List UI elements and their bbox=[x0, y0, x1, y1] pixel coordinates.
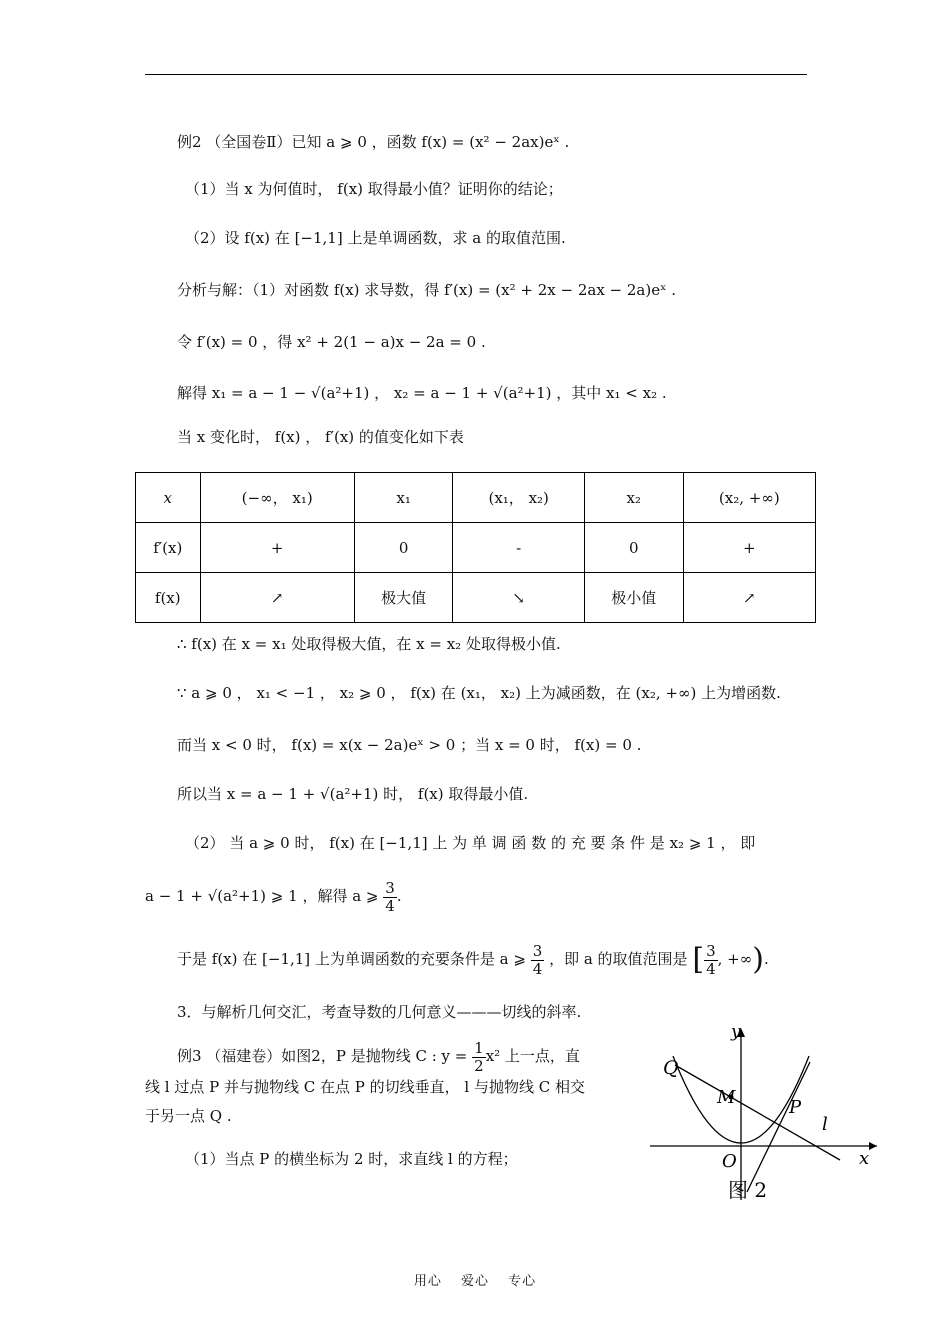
right-paren: ) bbox=[752, 942, 764, 977]
fraction-denominator: 4 bbox=[706, 959, 716, 978]
example-2-statement: 例2 （全国卷Ⅱ）已知 a ⩾ 0 ，函数 f(x) = (x² − 2ax)eˣ . bbox=[177, 133, 570, 151]
label-q: Q bbox=[663, 1057, 679, 1079]
table-cell: (−∞， x₁) bbox=[200, 473, 354, 523]
table-cell: ↗ bbox=[200, 573, 354, 623]
example-3-text-a: 例3 （福建卷）如图2，P 是抛物线 C : y = bbox=[177, 1047, 473, 1065]
fraction-denominator: 4 bbox=[385, 896, 395, 915]
table-cell: + bbox=[683, 523, 815, 573]
fraction-numerator: 3 bbox=[385, 879, 395, 897]
label-m: M bbox=[717, 1087, 736, 1108]
example-3-line-3: 于另一点 Q . bbox=[145, 1107, 232, 1125]
table-row bbox=[136, 473, 816, 523]
analysis-derivative: 分析与解：（1）对函数 f(x) 求导数，得 f′(x) = (x² + 2x − 2ax − 2a)eˣ . bbox=[177, 281, 676, 299]
fraction-denominator: 4 bbox=[532, 959, 543, 978]
period: . bbox=[396, 887, 402, 905]
part-2-solve-text: a − 1 + √(a²+1) ⩾ 1 ，解得 a ⩾ bbox=[145, 887, 379, 905]
tangent-line bbox=[747, 1062, 810, 1192]
table-cell: 0 bbox=[585, 523, 684, 573]
fraction-numerator: 3 bbox=[532, 942, 543, 960]
table-cell: (x₂, +∞) bbox=[683, 473, 815, 523]
part-2-solve bbox=[145, 880, 402, 914]
table-cell: 0 bbox=[354, 523, 453, 573]
range-text-b: ，即 a 的取值范围是 bbox=[549, 950, 688, 968]
left-bracket: [ bbox=[692, 942, 705, 977]
fraction-three-quarters bbox=[383, 880, 397, 914]
header-rule bbox=[145, 74, 807, 75]
range-text-a: 于是 f(x) 在 [−1,1] 上为单调函数的充要条件是 a ⩾ bbox=[177, 950, 526, 968]
label-l: l bbox=[822, 1114, 828, 1135]
table-cell: f(x) bbox=[136, 573, 201, 623]
table-cell: 极小值 bbox=[585, 573, 684, 623]
figure-caption: 图 2 bbox=[728, 1178, 768, 1202]
monotonicity-conclusion: ∵ a ⩾ 0 ， x₁ < −1 ， x₂ ⩾ 0 ， f(x) 在 (x₁， x₂) 上为减函数，在 (x₂, +∞) 上为增函数. bbox=[177, 684, 781, 702]
question-1: （1）当 x 为何值时， f(x) 取得最小值？证明你的结论； bbox=[185, 180, 563, 198]
variation-table bbox=[135, 472, 816, 623]
range-conclusion: 于是 f(x) 在 [−1,1] 上为单调函数的充要条件是 a ⩾ $\frac{3}{4}$ ，即 a 的取值范围是 [ $\frac{3}{4}$ , +∞). bbox=[177, 942, 769, 978]
fraction-three-quarters bbox=[531, 943, 545, 977]
question-2: （2）设 f(x) 在 [−1,1] 上是单调函数，求 a 的取值范围. bbox=[185, 229, 566, 247]
x-axis-arrow bbox=[869, 1142, 877, 1150]
table-row bbox=[136, 573, 816, 623]
table-cell: x bbox=[136, 473, 201, 523]
example-3-question-1: （1）当点 P 的横坐标为 2 时，求直线 l 的方程； bbox=[185, 1150, 518, 1168]
section-3-heading: 3．与解析几何交汇，考查导数的几何意义———切线的斜率. bbox=[177, 1003, 582, 1021]
table-cell: x₁ bbox=[354, 473, 453, 523]
label-y: y bbox=[731, 1022, 741, 1042]
fraction-denominator: 2 bbox=[474, 1056, 484, 1075]
example-3-line-2: 线 l 过点 P 并与抛物线 C 在点 P 的切线垂直， l 与抛物线 C 相交 bbox=[145, 1078, 585, 1096]
example-3-line-1 bbox=[177, 1040, 580, 1074]
page-footer: 用心 爱心 专心 bbox=[413, 1274, 537, 1289]
table-cell: f′(x) bbox=[136, 523, 201, 573]
label-p: P bbox=[789, 1097, 802, 1118]
table-cell: 极大值 bbox=[354, 573, 453, 623]
label-o: O bbox=[722, 1151, 737, 1172]
sign-analysis: 而当 x < 0 时， f(x) = x(x − 2a)eˣ > 0 ；当 x = 0 时， f(x) = 0 . bbox=[177, 736, 642, 754]
roots-line: 解得 x₁ = a − 1 − √(a²+1) ， x₂ = a − 1 + √(a²+1) ，其中 x₁ < x₂ . bbox=[177, 384, 667, 402]
minimum-conclusion: 所以当 x = a − 1 + √(a²+1) 时， f(x) 取得最小值. bbox=[177, 785, 529, 803]
table-cell: x₂ bbox=[585, 473, 684, 523]
table-cell: ↘ bbox=[453, 573, 585, 623]
label-x: x bbox=[859, 1148, 870, 1169]
extrema-conclusion: ∴ f(x) 在 x = x₁ 处取得极大值，在 x = x₂ 处取得极小值. bbox=[177, 635, 561, 653]
table-row bbox=[136, 523, 816, 573]
table-cell: ↗ bbox=[683, 573, 815, 623]
fraction-one-half bbox=[472, 1040, 486, 1074]
fraction-numerator: 1 bbox=[474, 1039, 484, 1057]
table-cell: - bbox=[453, 523, 585, 573]
fraction-numerator: 3 bbox=[706, 942, 716, 960]
interval-tail: , +∞ bbox=[717, 950, 753, 968]
parabola-figure bbox=[645, 1020, 880, 1205]
set-derivative-zero: 令 f′(x) = 0 ，得 x² + 2(1 − a)x − 2a = 0 . bbox=[177, 333, 486, 351]
table-intro: 当 x 变化时， f(x) ， f′(x) 的值变化如下表 bbox=[177, 428, 464, 446]
part-2-condition: （2） 当 a ⩾ 0 时， f(x) 在 [−1,1] 上 为 单 调 函 数 的 充 要 条 件 是 x₂ ⩾ 1 ， 即 bbox=[185, 834, 756, 852]
fraction-three-quarters bbox=[704, 943, 718, 977]
example-3-text-b: x² 上一点，直 bbox=[485, 1047, 580, 1065]
table-cell: (x₁， x₂) bbox=[453, 473, 585, 523]
table-cell: + bbox=[200, 523, 354, 573]
